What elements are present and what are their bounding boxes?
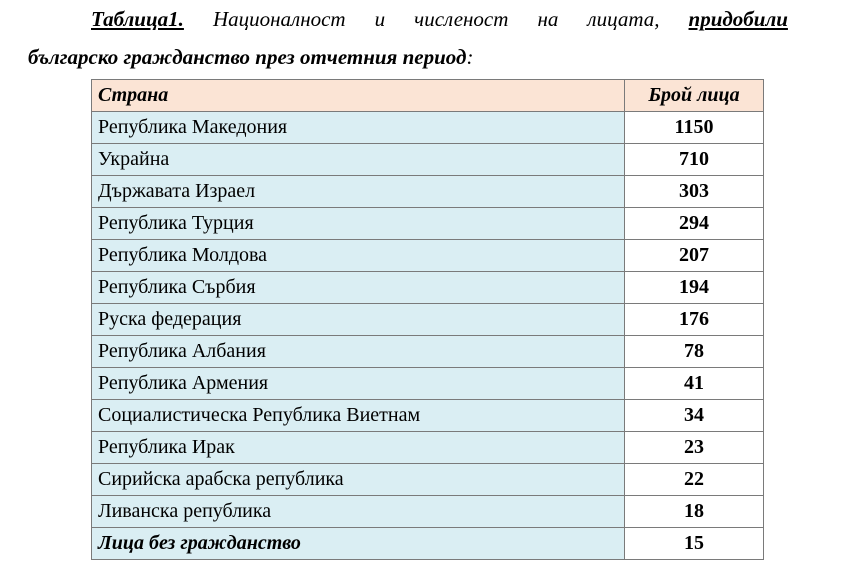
table-row: [92, 240, 764, 272]
table-body: [92, 112, 764, 560]
caption-word: лицата,: [587, 7, 660, 31]
table-row: [92, 208, 764, 240]
caption-line-1: [28, 0, 788, 38]
caption-word: Националност: [212, 7, 346, 31]
caption-line-2: [28, 38, 788, 76]
table-caption: [28, 0, 788, 76]
count-cell: 1150: [625, 112, 764, 144]
country-cell: Република Молдова: [92, 240, 625, 272]
country-cell: Украйна: [92, 144, 625, 176]
caption-word: и: [374, 7, 386, 31]
table-row: [92, 496, 764, 528]
header-country: Страна: [92, 80, 625, 112]
table-row: [92, 176, 764, 208]
caption-line2-colon: :: [466, 45, 474, 69]
count-cell: 303: [625, 176, 764, 208]
caption-label: Таблица1.: [91, 7, 184, 31]
count-cell: 34: [625, 400, 764, 432]
country-cell: Социалистическа Република Виетнам: [92, 400, 625, 432]
count-cell: 194: [625, 272, 764, 304]
count-cell: 18: [625, 496, 764, 528]
country-cell: Руска федерация: [92, 304, 625, 336]
count-cell: 176: [625, 304, 764, 336]
count-cell: 207: [625, 240, 764, 272]
table-row: [92, 272, 764, 304]
table-row: [92, 368, 764, 400]
country-cell: Държавата Израел: [92, 176, 625, 208]
country-cell: Република Армения: [92, 368, 625, 400]
country-cell: Република Албания: [92, 336, 625, 368]
country-cell: Република Турция: [92, 208, 625, 240]
count-cell: 78: [625, 336, 764, 368]
table-row: [92, 112, 764, 144]
country-cell: Република Македония: [92, 112, 625, 144]
caption-emphasis: придобили: [688, 7, 788, 31]
citizenship-table: [91, 79, 764, 560]
caption-word: на: [537, 7, 559, 31]
table-row: [92, 400, 764, 432]
country-cell: Република Сърбия: [92, 272, 625, 304]
table-row: [92, 144, 764, 176]
count-cell: 22: [625, 464, 764, 496]
caption-line2-text: българско гражданство през отчетния период: [28, 45, 467, 69]
country-cell: Ливанска република: [92, 496, 625, 528]
caption-word: численост: [414, 7, 509, 31]
header-count: Брой лица: [625, 80, 764, 112]
count-cell: 23: [625, 432, 764, 464]
count-cell: 41: [625, 368, 764, 400]
country-cell: Лица без гражданство: [92, 528, 625, 560]
table-row: [92, 304, 764, 336]
table-row: [92, 432, 764, 464]
table-row: [92, 528, 764, 560]
count-cell: 710: [625, 144, 764, 176]
count-cell: 294: [625, 208, 764, 240]
count-cell: 15: [625, 528, 764, 560]
country-cell: Република Ирак: [92, 432, 625, 464]
table-row: [92, 464, 764, 496]
table-row: [92, 336, 764, 368]
header-row: [92, 80, 764, 112]
country-cell: Сирийска арабска република: [92, 464, 625, 496]
